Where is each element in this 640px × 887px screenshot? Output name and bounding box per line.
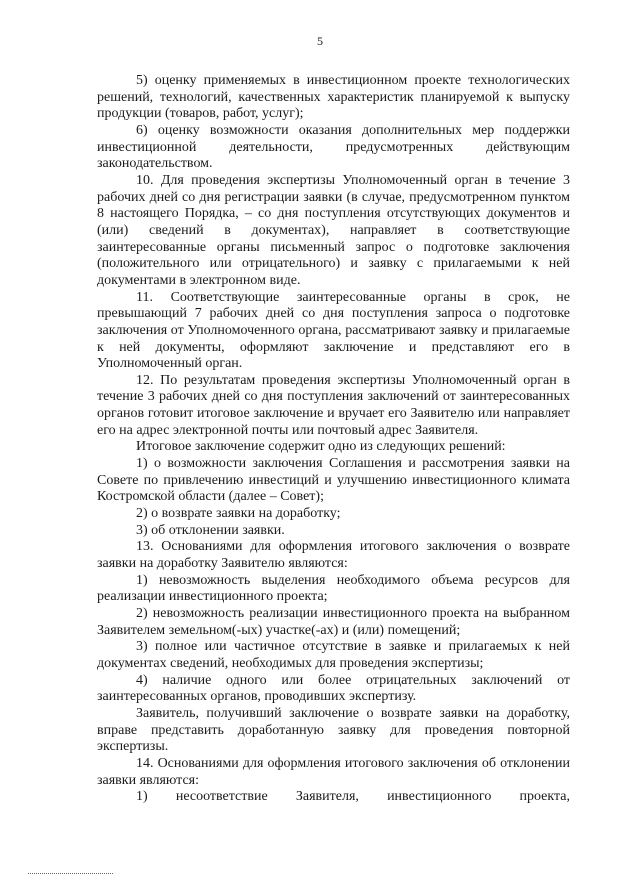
paragraph-decision-3: 3) об отклонении заявки. bbox=[136, 522, 285, 538]
paragraph-clause-11: 11. Соответствующие заинтересованные органы в срок, не превышающий 7 рабочих дней со дня поступления запроса о подготовке заключения от Уполномоченного органа, рассматривают заявку и прилагаемые к ней документы, оформляют заключение и представляют его в Уполномоченный орган. bbox=[97, 289, 570, 372]
paragraph-resubmission-note: Заявитель, получивший заключение о возврате заявки на доработку, вправе представить доработанную заявку для проведения повторной экспертизы. bbox=[97, 705, 570, 755]
paragraph-clause-12: 12. По результатам проведения экспертизы Уполномоченный орган в течение 3 рабочих дней со дня поступления заключений от заинтересованных органов готовит итоговое заключение и вручает его Заявителю или направляет его на адрес электронной почты или почтовый адрес Заявителя. bbox=[97, 372, 570, 438]
paragraph-clause-10: 10. Для проведения экспертизы Уполномоченный орган в течение 3 рабочих дней со дня регистрации заявки (в случае, предусмотренном пунктом 8 настоящего Порядка, – со дня поступления отсутствующих документов и (или) сведений в документах), направляет в соответствующие заинтересованные органы письменный запрос о подготовке заключения (положительного или отрицательного) и заявку с прилагаемыми к ней документами в электронном виде. bbox=[97, 172, 570, 288]
paragraph-return-reason-3: 3) полное или частичное отсутствие в заявке и прилагаемых к ней документах сведений, необходимых для проведения экспертизы; bbox=[97, 639, 570, 671]
paragraph-final-conclusion-intro: Итоговое заключение содержит одно из следующих решений: bbox=[136, 439, 506, 455]
paragraph-decision-2: 2) о возврате заявки на доработку; bbox=[136, 506, 341, 522]
document-body bbox=[97, 73, 570, 806]
paragraph-return-reason-1: 1) невозможность выделения необходимого объема ресурсов для реализации инвестиционного проекта; bbox=[97, 572, 570, 605]
paragraph-decision-1: 1) о возможности заключения Соглашения и рассмотрения заявки на Совете по привлечению инвестиций и улучшению инвестиционного климата Костромской области (далее – Совет); bbox=[97, 456, 570, 505]
paragraph-return-reason-2: 2) невозможность реализации инвестиционного проекта на выбранном Заявителем земельном(-ых) участке(-ах) и (или) помещений; bbox=[97, 606, 570, 638]
paragraph-item-5-tech-assessment: 5) оценку применяемых в инвестиционном проекте технологических решений, технологий, качественных характеристик планируемой к выпуску продукции (товаров, работ, услуг); bbox=[97, 73, 570, 122]
page-number: 5 bbox=[317, 34, 323, 48]
paragraph-clause-13: 13. Основаниями для оформления итогового заключения о возврате заявки на доработку Заявителю являются: bbox=[97, 539, 570, 572]
paragraph-rejection-reason-1: 1) несоответствие Заявителя, инвестиционного проекта, bbox=[136, 789, 570, 805]
footer-divider bbox=[28, 873, 113, 874]
paragraph-clause-14: 14. Основаниями для оформления итогового заключения об отклонении заявки являются: bbox=[97, 755, 570, 788]
paragraph-item-6-support-measures: 6) оценку возможности оказания дополнительных мер поддержки инвестиционной деятельности, предусмотренных действующим законодательством. bbox=[97, 122, 570, 172]
paragraph-return-reason-4: 4) наличие одного или более отрицательных заключений от заинтересованных органов, проводивших экспертизу. bbox=[97, 672, 570, 705]
